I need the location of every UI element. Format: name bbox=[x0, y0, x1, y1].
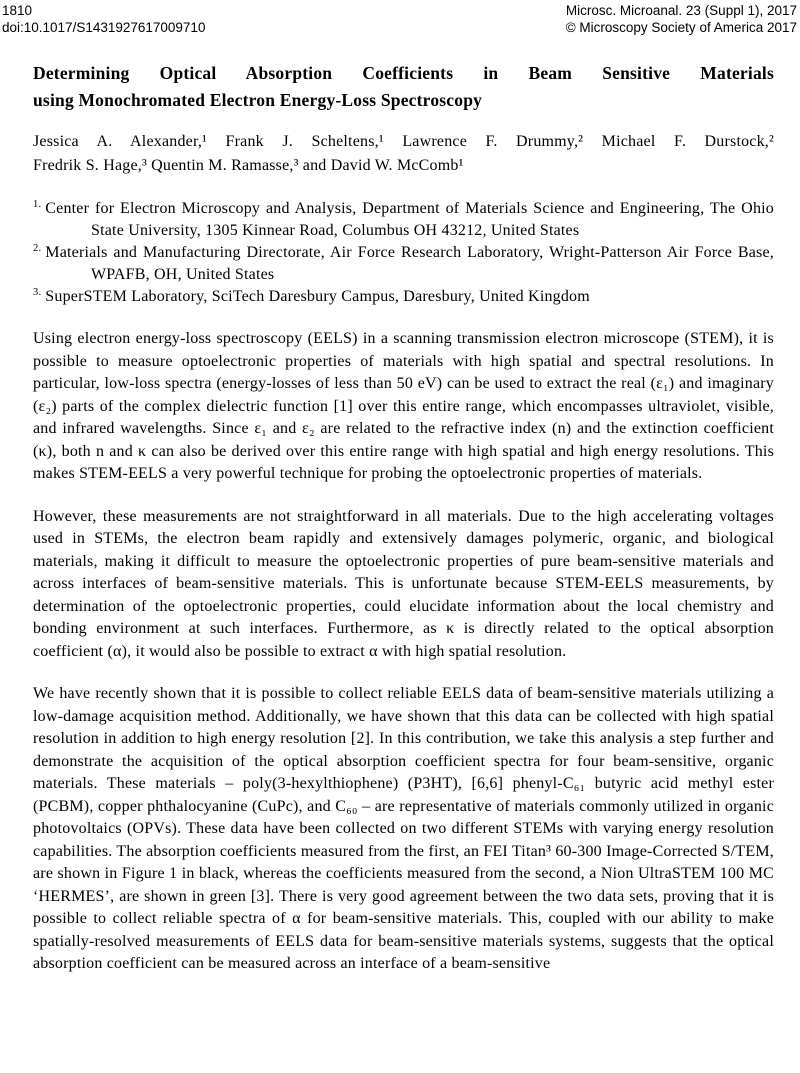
affiliation-2-marker: 2. bbox=[33, 243, 42, 254]
running-head bbox=[0, 0, 800, 36]
affiliation-1-marker: 1. bbox=[33, 199, 42, 210]
running-head-left bbox=[2, 3, 205, 36]
article-title bbox=[33, 60, 774, 114]
body-paragraph-3: We have recently shown that it is possible to collect reliable EELS data of beam-sensitive materials utilizing a low-damage acquisition method. Additionally, we have shown that this data can be collected with high spatial resolution in addition to high energy resolution [2]. In this contribution, we take this analysis a step further and demonstrate the acquisition of the optical absorption coefficient spectra for four beam-sensitive, organic materials. These materials – poly(3-hexylthiophene) (P3HT), [6,6] phenyl-C₆₁ butyric acid methyl ester (PCBM), copper phthalocyanine (CuPc), and C₆₀ – are representative of materials commonly utilized in organic photovoltaics (OPVs). These data have been collected on two different STEMs with varying energy resolution capabilities. The absorption coefficients measured from the first, an FEI Titan³ 60-300 Image-Corrected S/TEM, are shown in Figure 1 in black, whereas the coefficients measured from the second, a Nion UltraSTEM 100 MC ‘HERMES’, are shown in green [3]. There is very good agreement between the two data sets, proving that it is possible to collect reliable spectra of α for beam-sensitive materials. This, coupled with our ability to make spatially-resolved measurements of EELS data for beam-sensitive materials systems, suggests that the optical absorption coefficient can be measured across an interface of a beam-sensitive bbox=[33, 685, 774, 972]
affiliation-3-text: SuperSTEM Laboratory, SciTech Daresbury Campus, Daresbury, United Kingdom bbox=[45, 288, 590, 305]
author-list bbox=[33, 130, 774, 177]
doi: doi:10.1017/S1431927617009710 bbox=[2, 19, 206, 35]
page-number: 1810 bbox=[2, 3, 33, 18]
article-content bbox=[33, 60, 774, 976]
journal-citation: Microsc. Microanal. 23 (Suppl 1), 2017 bbox=[565, 3, 797, 18]
body-paragraph-2: However, these measurements are not straightforward in all materials. Due to the high accelerating voltages used in STEMs, the electron beam rapidly and extensively damages polymeric, organic, and biological materials, making it difficult to measure the optoelectronic properties of pure beam-sensitive materials and across interfaces of beam-sensitive materials. This is unfortunate because STEM-EELS measurements, by determination of the optoelectronic properties, could elucidate information about the local chemistry and bonding environment at such interfaces. Furthermore, as κ is directly related to the optical absorption coefficient (α), it would also be possible to extract α with high spatial resolution. bbox=[33, 507, 774, 660]
copyright-notice: © Microscopy Society of America 2017 bbox=[565, 19, 797, 35]
affiliation-3-marker: 3. bbox=[33, 287, 42, 298]
affiliation-list bbox=[33, 198, 774, 308]
article-title-line-1: Determining Optical Absorption Coefficients in Beam Sensitive Materials bbox=[33, 63, 774, 83]
affiliation-3 bbox=[33, 286, 774, 308]
article-title-line-2: using Monochromated Electron Energy-Loss Spectroscopy bbox=[33, 90, 483, 110]
author-list-line-2: Fredrik S. Hage,³ Quentin M. Ramasse,³ and David W. McComb¹ bbox=[33, 156, 464, 174]
running-head-right bbox=[566, 3, 797, 36]
affiliation-1-text: Center for Electron Microscopy and Analysis, Department of Materials Science and Engineering, The Ohio State University, 1305 Kinnear Road, Columbus OH 43212, United States bbox=[45, 200, 774, 239]
body-paragraph-1: Using electron energy-loss spectroscopy (EELS) in a scanning transmission electron microscope (STEM), it is possible to measure optoelectronic properties of materials with high spatial and spectral resolutions. In particular, low-loss spectra (energy-losses of less than 50 eV) can be used to extract the real (ε₁) and imaginary (ε₂) parts of the complex dielectric function [1] over this entire range, which encompasses ultraviolet, visible, and infrared wavelengths. Since ε₁ and ε₂ are related to the refractive index (n) and the extinction coefficient (κ), both n and κ can also be derived over this entire range with high spatial and high energy resolutions. This makes STEM-EELS a very powerful technique for probing the optoelectronic properties of materials. bbox=[33, 330, 774, 482]
affiliation-2 bbox=[33, 242, 774, 286]
affiliation-1 bbox=[33, 198, 774, 242]
author-list-line-1: Jessica A. Alexander,¹ Frank J. Scheltens,¹ Lawrence F. Drummy,² Michael F. Durstock,² bbox=[33, 133, 774, 150]
affiliation-2-text: Materials and Manufacturing Directorate, Air Force Research Laboratory, Wright-Patterson Air Force Base, WPAFB, OH, United States bbox=[45, 244, 774, 283]
